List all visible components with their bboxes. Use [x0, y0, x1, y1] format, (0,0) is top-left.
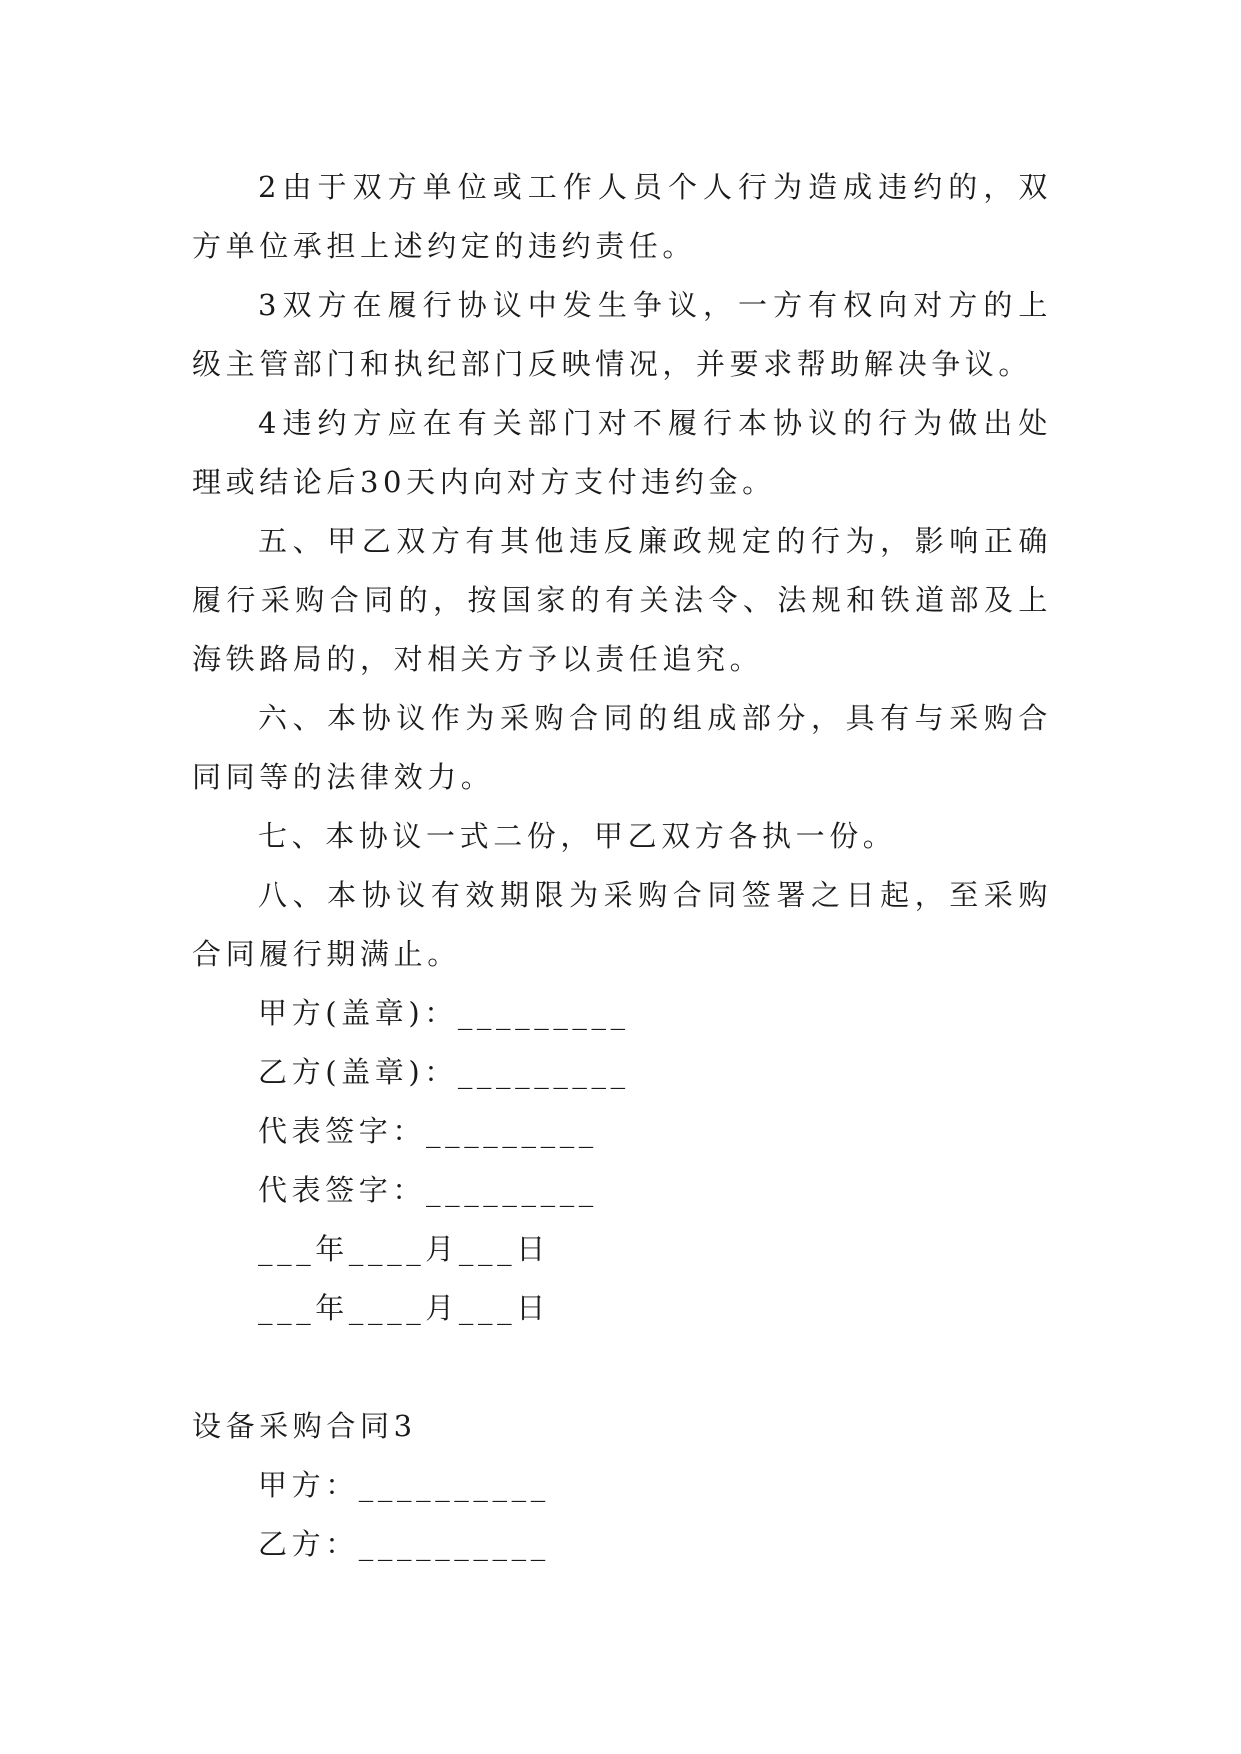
spacer	[192, 1338, 1052, 1397]
paragraph-article-5: 五、甲乙双方有其他违反廉政规定的行为，影响正确履行采购合同的，按国家的有关法令、法规和铁道部及上海铁路局的，对相关方予以责任追究。	[192, 524, 1052, 676]
date-line: ___年____月___日	[258, 1291, 550, 1325]
document-body	[192, 158, 1052, 1574]
paragraph-article-7: 七、本协议一式二份，甲乙双方各执一份。	[258, 819, 897, 853]
paragraph-article-6: 六、本协议作为采购合同的组成部分，具有与采购合同同等的法律效力。	[192, 701, 1052, 794]
party-b-seal-line: 乙方(盖章)：_________	[258, 1055, 630, 1089]
section-title: 设备采购合同3	[192, 1409, 417, 1443]
paragraph-clause-3: 3双方在履行协议中发生争议，一方有权向对方的上级主管部门和执纪部门反映情况，并要求帮助解决争议。	[192, 288, 1052, 381]
party-b-line: 乙方：__________	[258, 1527, 550, 1561]
paragraph-article-8: 八、本协议有效期限为采购合同签署之日起，至采购合同履行期满止。	[192, 878, 1052, 971]
signature-block	[192, 984, 1052, 1338]
party-a-line: 甲方：__________	[258, 1468, 550, 1502]
party-block	[192, 1456, 1052, 1574]
representative-signature-line: 代表签字：_________	[258, 1173, 598, 1207]
representative-signature-line: 代表签字：_________	[258, 1114, 598, 1148]
paragraph-clause-2: 2由于双方单位或工作人员个人行为造成违约的，双方单位承担上述约定的违约责任。	[192, 170, 1052, 263]
date-line: ___年____月___日	[258, 1232, 550, 1266]
party-a-seal-line: 甲方(盖章)：_________	[258, 996, 630, 1030]
paragraph-clause-4: 4违约方应在有关部门对不履行本协议的行为做出处理或结论后30天内向对方支付违约金。	[192, 406, 1052, 499]
